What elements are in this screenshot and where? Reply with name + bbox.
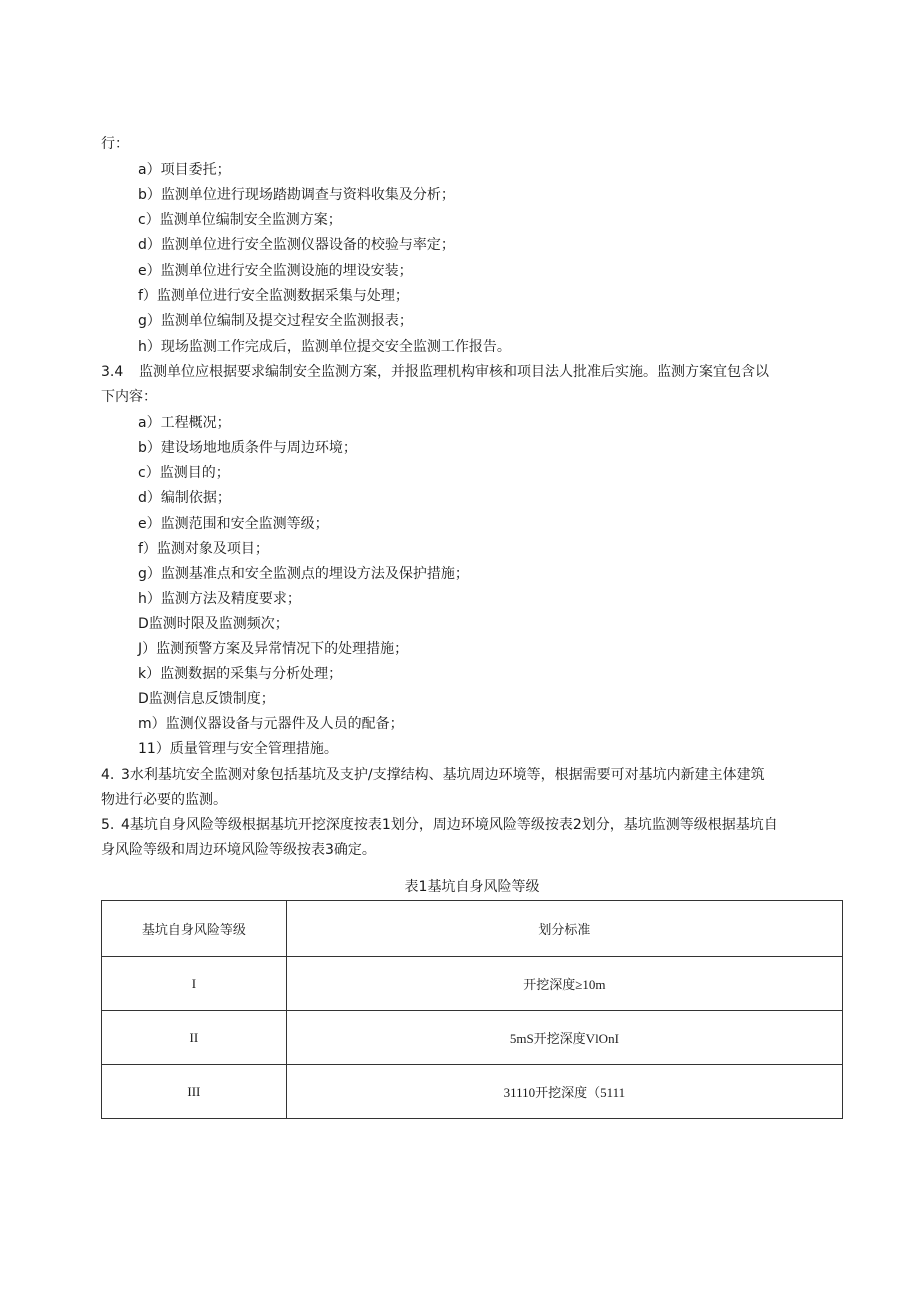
list-item: D监测信息反馈制度； [138,691,275,707]
list-item: b）监测单位进行现场踏勘调查与资料收集及分析； [138,187,455,203]
list-item: c）监测单位编制安全监测方案； [138,212,342,228]
table-row [102,1065,843,1119]
table-caption: 表1基坑自身风险等级 [404,879,540,895]
list-item: e）监测单位进行安全监测设施的埋设安装； [138,263,413,279]
list-item: d）编制依据； [138,490,231,506]
list-item: k）监测数据的采集与分析处理； [138,666,343,682]
list-item: J）监测预警方案及异常情况下的处理措施； [138,641,409,657]
clause-text: 3水利基坑安全监测对象包括基坑及支护/支撑结构、基坑周边环境等，根据需要可对基坑内新建主体建筑 [121,767,765,783]
column-header: 基坑自身风险等级 [102,901,287,957]
continuation-text: 行： [101,136,129,152]
list-item: h）监测方法及精度要求； [138,591,301,607]
list-item: f）监测对象及项目； [138,541,269,557]
table-cell: 5mS开挖深度VlOnI [286,1011,842,1065]
table-row [102,957,843,1011]
table-cell: II [102,1011,287,1065]
list-item: h）现场监测工作完成后，监测单位提交安全监测工作报告。 [138,339,511,355]
list-item: g）监测基准点和安全监测点的埋设方法及保护措施； [138,566,469,582]
table-cell: 开挖深度≥10m [286,957,842,1011]
list-item: D监测时限及监测频次； [138,616,289,632]
clause-3-4 [101,362,769,382]
list-item: f）监测单位进行安全监测数据采集与处理； [138,288,409,304]
clause-text: 4基坑自身风险等级根据基坑开挖深度按表1划分，周边环境风险等级按表2划分，基坑监测等级根据基坑自 [121,817,778,833]
clause-number: 5. [101,817,115,833]
clause-4 [101,765,765,785]
table-cell: 31110开挖深度（5111 [286,1065,842,1119]
table-header-row [102,901,843,957]
clause-number: 4. [101,767,115,783]
clause-number: 3.4 [101,364,124,380]
risk-level-table [101,900,843,1119]
list-item: d）监测单位进行安全监测仪器设备的校验与率定； [138,237,455,253]
column-header: 划分标准 [286,901,842,957]
list-item: b）建设场地地质条件与周边环境； [138,440,357,456]
clause-text-continued: 身风险等级和周边环境风险等级按表3确定。 [101,842,376,858]
list-item: 11）质量管理与安全管理措施。 [138,741,338,757]
clause-text-continued: 下内容： [101,389,157,405]
list-item: g）监测单位编制及提交过程安全监测报表； [138,313,413,329]
table-row [102,1011,843,1065]
table-cell: III [102,1065,287,1119]
clause-5 [101,815,778,835]
list-item: m）监测仪器设备与元器件及人员的配备； [138,716,404,732]
clause-text: 监测单位应根据要求编制安全监测方案，并报监理机构审核和项目法人批准后实施。监测方案宜包含以 [139,364,769,380]
list-item: e）监测范围和安全监测等级； [138,516,329,532]
list-item: a）工程概况； [138,415,231,431]
table-cell: I [102,957,287,1011]
clause-text-continued: 物进行必要的监测。 [101,792,227,808]
list-item: a）项目委托； [138,162,231,178]
list-item: c）监测目的； [138,465,230,481]
